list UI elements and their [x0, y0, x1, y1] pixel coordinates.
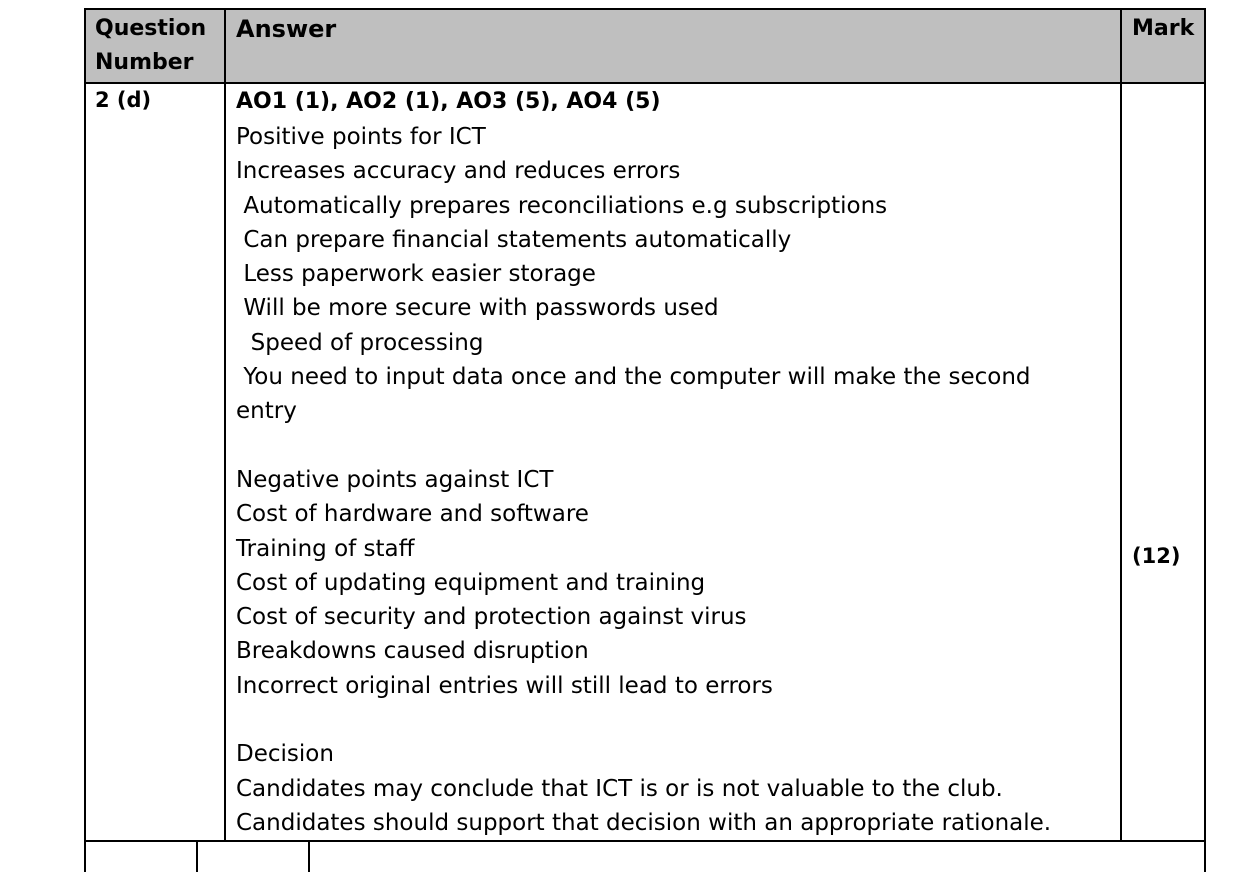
answer-line: Less paperwork easier storage	[236, 261, 596, 288]
header-answer: Answer	[225, 9, 1121, 83]
answer-line: Increases accuracy and reduces errors	[236, 158, 681, 185]
answer-line: Speed of processing	[236, 329, 484, 356]
header-question-number	[85, 9, 225, 83]
answer-line: entry	[236, 398, 297, 425]
answer-line: Cost of security and protection against virus	[236, 604, 747, 631]
answer-line: Training of staff	[236, 535, 415, 562]
header-mark: Mark	[1121, 9, 1205, 83]
next-row-divider	[1204, 842, 1206, 872]
mark-scheme-page	[84, 8, 1206, 858]
assessment-objectives: AO1 (1), AO2 (1), AO3 (5), AO4 (5)	[236, 89, 661, 114]
answer-line: Incorrect original entries will still lead to errors	[236, 672, 773, 699]
answer-line: Can prepare financial statements automatically	[236, 226, 792, 253]
next-row-divider	[84, 842, 86, 872]
mark-value: (12)	[1132, 544, 1181, 568]
answer-line: You need to input data once and the computer will make the second	[236, 364, 1031, 391]
answer-line: Cost of hardware and software	[236, 501, 589, 528]
answer-line	[236, 703, 1120, 737]
answer-line: Decision	[236, 741, 334, 768]
answer-line	[236, 429, 1120, 463]
answer-text	[236, 120, 1120, 840]
answer-line: Candidates may conclude that ICT is or is not valuable to the club.	[236, 775, 1003, 802]
question-number-cell: 2 (d)	[85, 83, 225, 841]
answer-line: Cost of updating equipment and training	[236, 569, 706, 596]
header-question-number-line1: Question	[95, 16, 207, 41]
answer-line: Candidates should support that decision with an appropriate rationale.	[236, 809, 1052, 836]
answer-line: Positive points for ICT	[236, 124, 486, 150]
answer-line: Breakdowns caused disruption	[236, 638, 589, 665]
header-question-number-line2: Number	[95, 50, 194, 75]
next-row-stub	[84, 840, 1206, 872]
next-row-divider	[196, 842, 198, 872]
answer-line: Will be more secure with passwords used	[236, 295, 719, 322]
next-row-divider	[308, 842, 310, 872]
answer-line: Automatically prepares reconciliations e.g subscriptions	[236, 192, 888, 219]
mark-scheme-table	[84, 8, 1206, 842]
table-header-row	[85, 9, 1205, 83]
mark-cell	[1121, 83, 1205, 841]
answer-line: Negative points against ICT	[236, 466, 554, 493]
table-row	[85, 83, 1205, 841]
answer-cell	[225, 83, 1121, 841]
